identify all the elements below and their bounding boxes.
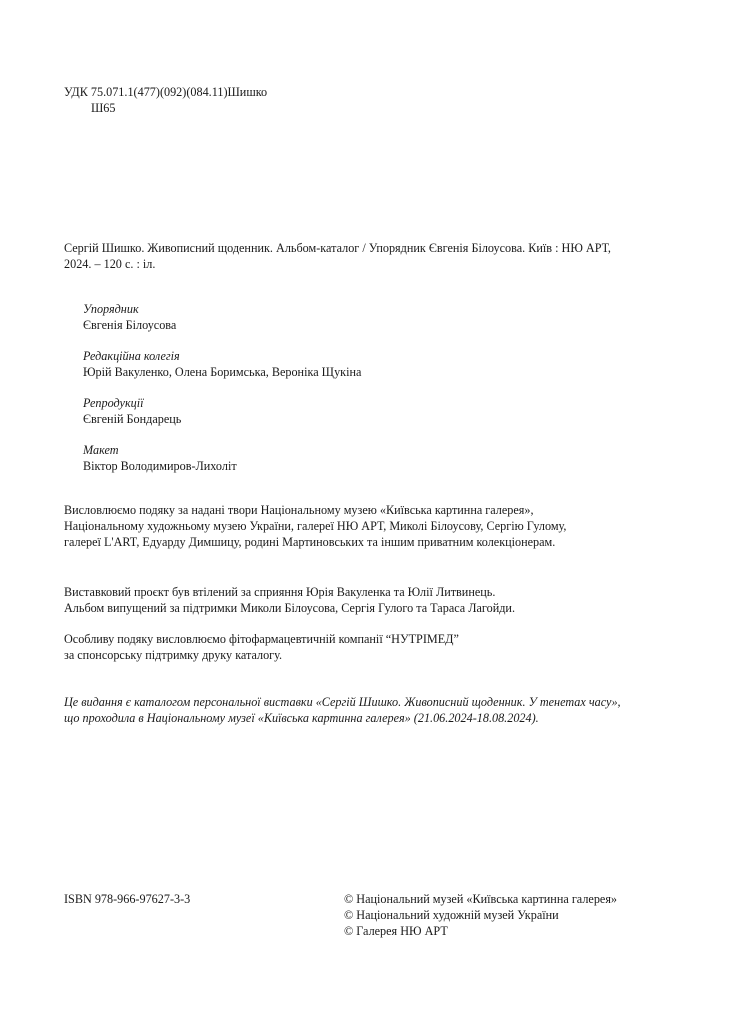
support-line-2: Альбом випущений за підтримки Миколи Білоусова, Сергія Гулого та Тараса Лагойди. bbox=[64, 601, 515, 615]
support-line-1: Виставковий проєкт був втілений за сприяння Юрія Вакуленка та Юлії Литвинець. bbox=[64, 585, 496, 599]
credit-layout bbox=[83, 442, 723, 474]
sponsor-line-1: Особливу подяку висловлюємо фітофармацевтичній компанії “НУТРІМЕД” bbox=[64, 632, 459, 646]
udk-code: УДК 75.071.1(477)(092)(084.11)Шишко bbox=[64, 85, 268, 99]
author-sign: Ш65 bbox=[91, 101, 116, 115]
copyright-line: © Національний художній музей України bbox=[344, 908, 559, 922]
isbn bbox=[64, 891, 324, 907]
credit-reproductions bbox=[83, 395, 723, 427]
acknowledgements-line-3: галереї L'ART, Едуарду Димшицу, родині Мартиновських та іншим приватним колекціонерам. bbox=[64, 535, 556, 549]
exhibition-note bbox=[64, 694, 704, 726]
credit-role: Репродукції bbox=[83, 396, 144, 410]
sponsor-line-2: за спонсорську підтримку друку каталогу. bbox=[64, 648, 283, 662]
copyright-line: © Галерея НЮ АРТ bbox=[344, 924, 448, 938]
credit-names: Євгеній Бондарець bbox=[83, 412, 182, 426]
bibliographic-line-1: Сергій Шишко. Живописний щоденник. Альбом-каталог / Упорядник Євгенія Білоусова. Київ : НЮ АРТ, bbox=[64, 241, 611, 255]
copyright-notices bbox=[344, 891, 617, 939]
isbn-number: ISBN 978-966-97627-3-3 bbox=[64, 892, 191, 906]
udk-block bbox=[64, 84, 704, 116]
bibliographic-line-2: 2024. – 120 с. : іл. bbox=[64, 257, 156, 271]
credits-list bbox=[83, 301, 723, 489]
credit-names: Юрій Вакуленко, Олена Боримська, Вероніка Щукіна bbox=[83, 365, 362, 379]
credit-role: Редакційна колегія bbox=[83, 349, 180, 363]
credit-names: Євгенія Білоусова bbox=[83, 318, 177, 332]
bibliographic-description bbox=[64, 240, 704, 272]
acknowledgements-line-1: Висловлюємо подяку за надані твори Національному музею «Київська картинна галерея», bbox=[64, 503, 534, 517]
exhibition-line-1: Це видання є каталогом персональної виставки «Сергій Шишко. Живописний щоденник. У тенетах часу», bbox=[64, 695, 621, 709]
support-note bbox=[64, 584, 704, 616]
credit-role: Упорядник bbox=[83, 302, 139, 316]
sponsor-note bbox=[64, 631, 704, 663]
acknowledgements bbox=[64, 502, 704, 550]
copyright-line: © Національний музей «Київська картинна галерея» bbox=[344, 892, 618, 906]
credit-names: Віктор Володимиров-Лихоліт bbox=[83, 459, 237, 473]
acknowledgements-line-2: Національному художньому музею України, галереї НЮ АРТ, Миколі Білоусову, Сергію Гулому, bbox=[64, 519, 567, 533]
credit-editorial-board bbox=[83, 348, 723, 380]
credit-compiler bbox=[83, 301, 723, 333]
credit-role: Макет bbox=[83, 443, 119, 457]
exhibition-line-2: що проходила в Національному музеї «Київська картинна галерея» (21.06.2024-18.08.2024). bbox=[64, 711, 539, 725]
